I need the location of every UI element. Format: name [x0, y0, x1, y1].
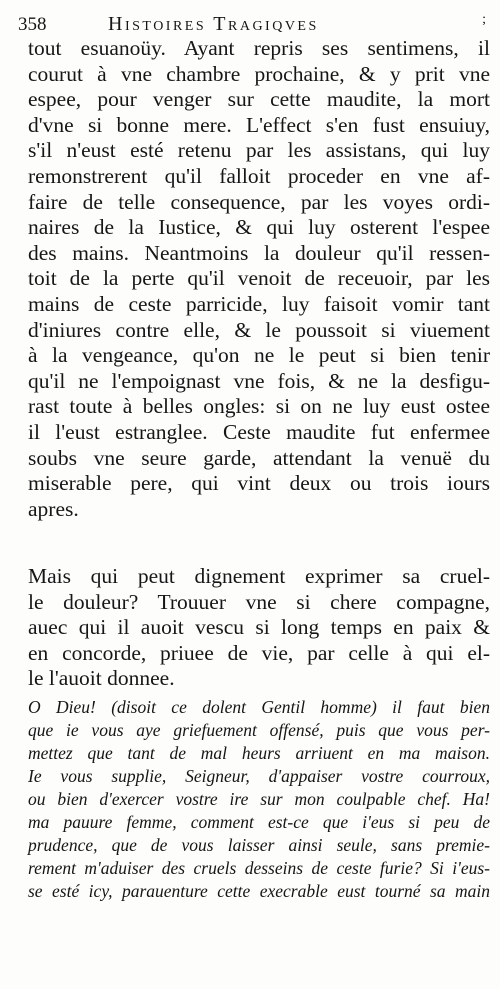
text-line: le douleur? Trouuer vne si chere compagne, [28, 589, 490, 614]
text-line: se esté icy, parauenture cette execrable eust tourné sa main [28, 881, 490, 901]
text-line: rast toute à belles ongles: si on ne luy eust ostee [28, 394, 490, 419]
text-line: remonstrerent qu'il falloit proceder en vne af- [28, 163, 490, 188]
text-line: prudence, que de vous laisser ainsi seule, sans premie- [28, 835, 490, 855]
text-line: miserable pere, qui vint deux ou trois iours [28, 471, 490, 496]
text-line: courut à vne chambre prochaine, & y prit vne [28, 61, 490, 86]
text-line: Ie vous supplie, Seigneur, d'appaiser vostre courroux, [28, 766, 490, 786]
text-line: il l'eust estranglee. Ceste maudite fut enfermee [28, 419, 490, 444]
paragraph-3-italic-speech [28, 696, 490, 903]
text-line: faire de telle consequence, par les voyes ordi- [28, 189, 490, 214]
text-line: ma pauure femme, comment est-ce que i'eus si peu de [28, 812, 490, 832]
text-line: soubs vne seure garde, attendant la venuë du [28, 445, 490, 470]
paragraph-2 [28, 564, 490, 692]
page-number: 358 [18, 14, 47, 35]
text-line: auec qui il auoit vescu si long temps en paix & [28, 615, 490, 640]
text-line: à la vengeance, qu'on ne le peut si bien tenir [28, 343, 490, 368]
text-line: apres. [28, 496, 79, 521]
text-line: mettez que tant de mal heurs arriuent en ma maison. [28, 743, 490, 763]
text-line: d'iniures contre elle, & le poussoit si viuement [28, 317, 490, 342]
paragraph-1 [28, 36, 490, 522]
text-line: espee, pour venger sur cette maudite, la mort [28, 87, 490, 112]
header-mark: ; [482, 12, 486, 27]
text-line: rement m'aduiser des cruels desseins de ceste furie? Si i'eus- [28, 858, 490, 878]
text-line: des mains. Neantmoins la douleur qu'il ressen- [28, 240, 490, 265]
text-line: en concorde, priuee de vie, par celle à qui el- [28, 640, 490, 665]
text-line: qu'il ne l'empoignast vne fois, & ne la desfigu- [28, 368, 490, 393]
text-line: toit de la perte qu'il venoit de receuoir, par les [28, 266, 490, 291]
text-line: mains de ceste parricide, luy faisoit vomir tant [28, 291, 490, 316]
text-line: le l'auoit donnee. [28, 666, 175, 691]
text-line: s'il n'eust esté retenu par les assistans, qui luy [28, 138, 490, 163]
text-line: d'vne si bonne mere. L'effect s'en fust ensuiuy, [28, 112, 490, 137]
text-line: que ie vous aye griefuement offensé, puis que vous per- [28, 720, 490, 740]
running-title: Histoires Tragiqves [108, 13, 319, 35]
text-line: ou bien d'exercer vostre ire sur mon coulpable chef. Ha! [28, 789, 490, 809]
text-line: Mais qui peut dignement exprimer sa cruel- [28, 564, 490, 588]
text-line: O Dieu! (disoit ce dolent Gentil homme) il faut bien [28, 697, 490, 717]
text-line: tout esuanoüy. Ayant repris ses sentimens, il [28, 36, 490, 60]
text-line: naires de la Iustice, & qui luy osterent l'espee [28, 215, 490, 240]
